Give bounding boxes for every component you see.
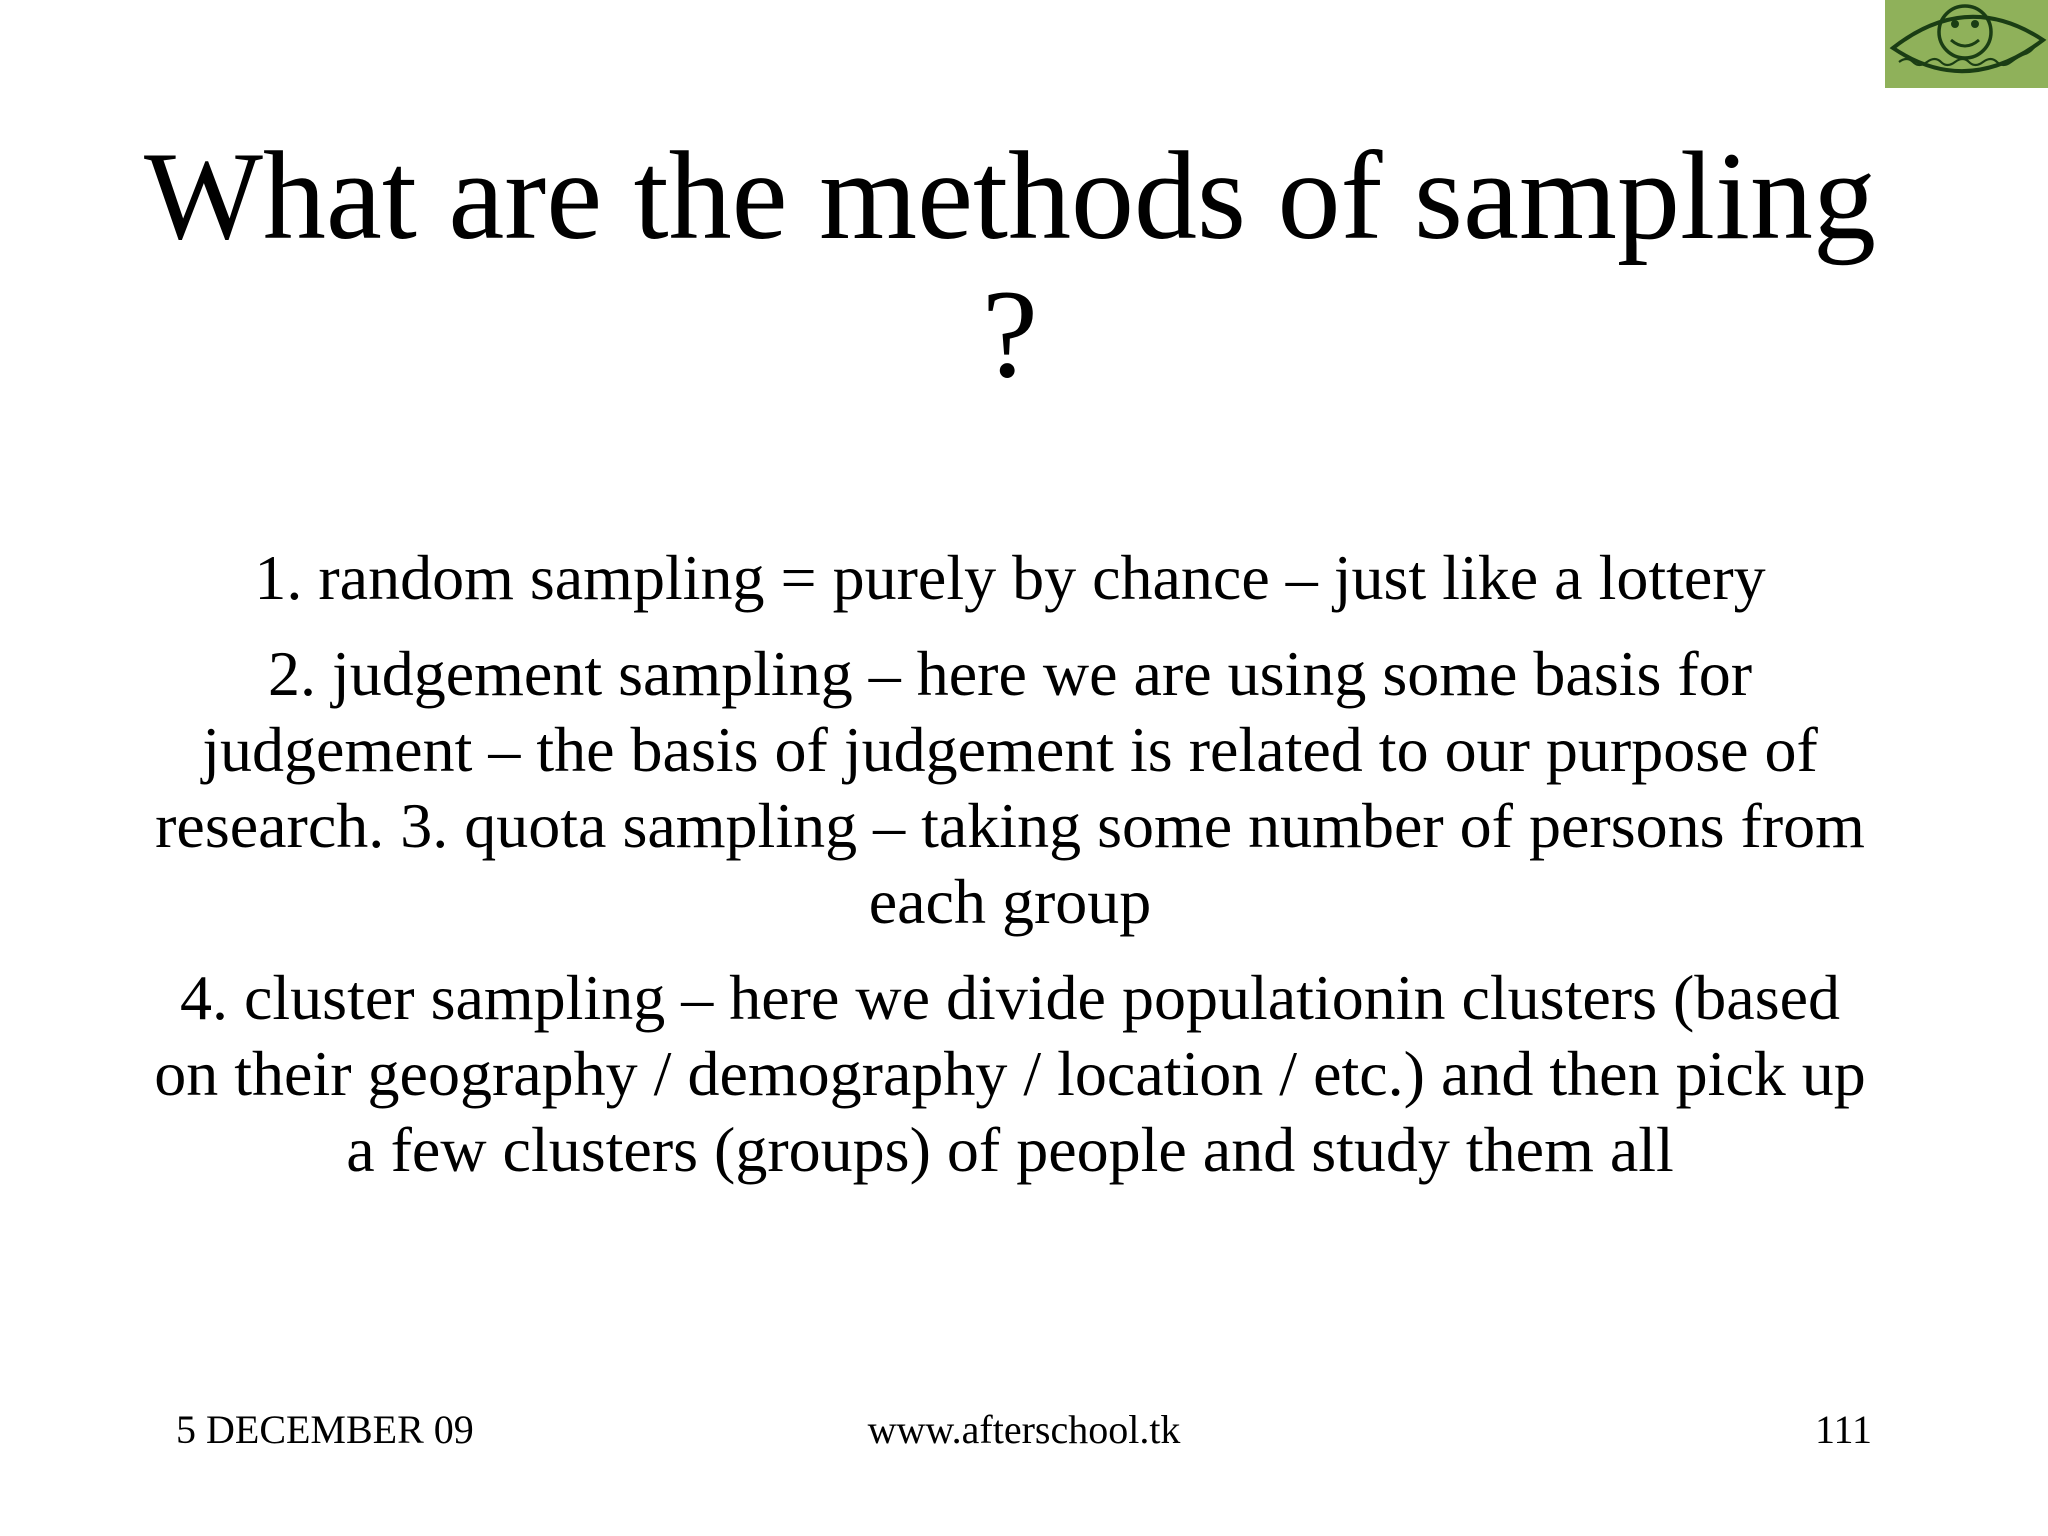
footer-date: 5 DECEMBER 09	[176, 1407, 474, 1452]
body-paragraph-judgement-quota-sampling: 2. judgement sampling – here we are using some basis for judgement – the basis of judgement is related to our purpose of research. 3. quota sampling – taking some number of persons from each group	[155, 638, 1865, 937]
body-paragraph-cluster-sampling: 4. cluster sampling – here we divide populationin clusters (based on their geography / demography / location / etc.) and then pick up a few clusters (groups) of people and study them all	[154, 962, 1866, 1185]
logo	[1885, 0, 2048, 88]
slide-body	[140, 540, 1880, 1208]
slide-title: What are the methods of sampling ?	[143, 127, 1876, 404]
smiley-eye-logo-icon	[1885, 0, 2048, 88]
footer-url: www.afterschool.tk	[867, 1407, 1181, 1452]
body-paragraph-random-sampling: 1. random sampling = purely by chance – just like a lottery	[254, 542, 1766, 613]
footer-page-number: 111	[1814, 1407, 1872, 1452]
